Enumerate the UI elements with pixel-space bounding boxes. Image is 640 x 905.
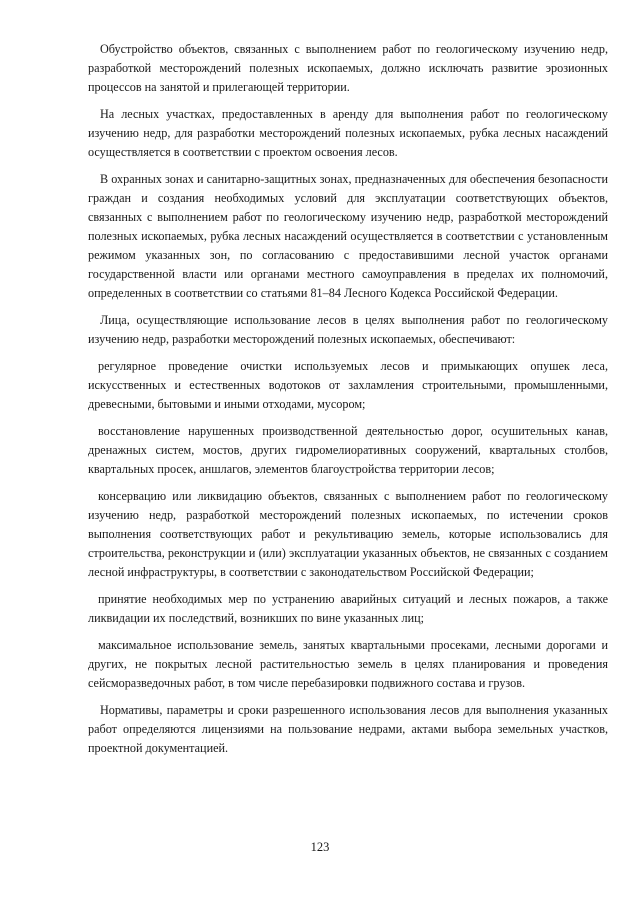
paragraph-protected-zones: В охранных зонах и санитарно-защитных зонах, предназначенных для обеспечения безопасности граждан и создания необходимых условий для эксплуатации соответствующих объектов, связанных с выполнением работ по геологическому изучению недр, разработкой месторождений полезных ископаемых, рубка лесных насаждений осуществляется в соответствии с установленным режимом указанных зон, по согласованию с предоставившими лесной участок органами государственной власти или органами местного самоуправления в пределах их полномочий, определенных в соответствии со статьями 81–84 Лесного Кодекса Российской Федерации.	[88, 172, 608, 300]
page-number: 123	[310, 840, 330, 854]
list-item-conservation: консервацию или ликвидацию объектов, связанных с выполнением работ по геологическому изучению недр, разработкой месторождений полезных ископаемых, по истечении сроков выполнения соответствующих работ и рекультивацию земель, которые использовались для строительства, реконструкции и (или) эксплуатации указанных объектов, не связанных с созданием лесной инфраструктуры, в соответствии с законодательством Российской Федерации;	[88, 489, 608, 579]
list-item-cleaning: регулярное проведение очистки используемых лесов и примыкающих опушек леса, искусственных и естественных водотоков от захламления строительными, промышленными, древесными, бытовыми и иными отходами, мусором;	[88, 359, 608, 411]
list-item-restoration: восстановление нарушенных производственной деятельностью дорог, осушительных канав, дренажных систем, мостов, других гидромелиоративных сооружений, квартальных столбов, квартальных просек, аншлагов, элементов благоустройства территории лесов;	[88, 424, 608, 476]
list-item-emergency: принятие необходимых мер по устранению аварийных ситуаций и лесных пожаров, а также ликвидации их последствий, возникших по вине указанных лиц;	[88, 592, 608, 625]
paragraph-forest-lease: На лесных участках, предоставленных в аренду для выполнения работ по геологическому изучению недр, для разработки месторождений полезных ископаемых, рубка лесных насаждений осуществляется в соответствии с проектом освоения лесов.	[88, 107, 608, 159]
paragraph-erosion: Обустройство объектов, связанных с выполнением работ по геологическому изучению недр, разработкой месторождений полезных ископаемых, должно исключать развитие эрозионных процессов на занятой и прилегающей территории.	[88, 42, 608, 94]
paragraph-norms: Нормативы, параметры и сроки разрешенного использования лесов для выполнения указанных работ определяются лицензиями на пользование недрами, актами выбора земельных участков, проектной документацией.	[88, 703, 608, 755]
paragraph-obligations-intro: Лица, осуществляющие использование лесов в целях выполнения работ по геологическому изучению недр, разработки месторождений полезных ископаемых, обеспечивают:	[88, 313, 608, 346]
document-body	[88, 40, 608, 758]
list-item-land-use: максимальное использование земель, занятых квартальными просеками, лесными дорогами и других, не покрытых лесной растительностью земель в целях планирования и проведения сейсморазведочных работ, в том числе перебазировки подвижного состава и грузов.	[88, 638, 608, 690]
